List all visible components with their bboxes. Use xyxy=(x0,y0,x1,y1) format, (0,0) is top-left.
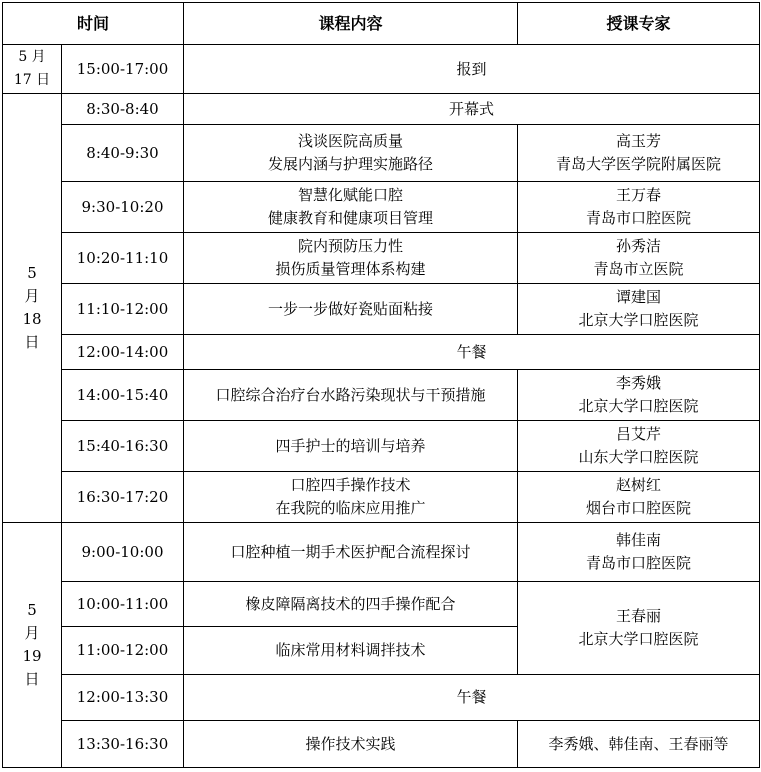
table-row xyxy=(3,472,760,523)
time-cell: 10:20-11:10 xyxy=(62,233,184,284)
time-cell: 13:30-16:30 xyxy=(62,721,184,768)
time-cell: 12:00-14:00 xyxy=(62,335,184,370)
expert-cell: 李秀娥、韩佳南、王春丽等 xyxy=(518,721,760,768)
day-cell-17: 5 月 17 日 xyxy=(3,45,62,94)
expert-cell: 高玉芳 青岛大学医学院附属医院 xyxy=(518,125,760,182)
day-cell-19: 5 月 19 日 xyxy=(3,523,62,768)
day-cell-18: 5 月 18 日 xyxy=(3,94,62,523)
time-cell: 14:00-15:40 xyxy=(62,370,184,421)
time-cell: 16:30-17:20 xyxy=(62,472,184,523)
table-row xyxy=(3,182,760,233)
table-row xyxy=(3,675,760,721)
expert-cell: 李秀娥 北京大学口腔医院 xyxy=(518,370,760,421)
table-row xyxy=(3,233,760,284)
time-cell: 10:00-11:00 xyxy=(62,582,184,627)
content-cell: 口腔四手操作技术 在我院的临床应用推广 xyxy=(184,472,518,523)
table-row xyxy=(3,721,760,768)
content-cell: 午餐 xyxy=(184,335,760,370)
time-cell: 9:30-10:20 xyxy=(62,182,184,233)
content-cell: 橡皮障隔离技术的四手操作配合 xyxy=(184,582,518,627)
content-cell: 开幕式 xyxy=(184,94,760,125)
content-cell: 浅谈医院高质量 发展内涵与护理实施路径 xyxy=(184,125,518,182)
table-row xyxy=(3,94,760,125)
time-cell: 15:00-17:00 xyxy=(62,45,184,94)
header-expert: 授课专家 xyxy=(518,3,760,45)
time-cell: 11:00-12:00 xyxy=(62,627,184,675)
header-content: 课程内容 xyxy=(184,3,518,45)
expert-cell: 王春丽 北京大学口腔医院 xyxy=(518,582,760,675)
time-cell: 15:40-16:30 xyxy=(62,421,184,472)
time-cell: 11:10-12:00 xyxy=(62,284,184,335)
expert-cell: 孙秀洁 青岛市立医院 xyxy=(518,233,760,284)
table-row xyxy=(3,582,760,627)
expert-cell: 谭建国 北京大学口腔医院 xyxy=(518,284,760,335)
content-cell: 临床常用材料调拌技术 xyxy=(184,627,518,675)
time-cell: 8:30-8:40 xyxy=(62,94,184,125)
content-cell: 午餐 xyxy=(184,675,760,721)
table-row xyxy=(3,335,760,370)
table-row xyxy=(3,284,760,335)
expert-cell: 吕艾芹 山东大学口腔医院 xyxy=(518,421,760,472)
time-cell: 8:40-9:30 xyxy=(62,125,184,182)
content-cell: 口腔种植一期手术医护配合流程探讨 xyxy=(184,523,518,582)
table-row xyxy=(3,523,760,582)
content-cell: 报到 xyxy=(184,45,760,94)
schedule-table xyxy=(2,2,760,768)
time-cell: 12:00-13:30 xyxy=(62,675,184,721)
content-cell: 口腔综合治疗台水路污染现状与干预措施 xyxy=(184,370,518,421)
content-cell: 一步一步做好瓷贴面粘接 xyxy=(184,284,518,335)
content-cell: 操作技术实践 xyxy=(184,721,518,768)
time-cell: 9:00-10:00 xyxy=(62,523,184,582)
expert-cell: 王万春 青岛市口腔医院 xyxy=(518,182,760,233)
table-row xyxy=(3,125,760,182)
expert-cell: 赵树红 烟台市口腔医院 xyxy=(518,472,760,523)
header-row xyxy=(3,3,760,45)
header-time: 时间 xyxy=(3,3,184,45)
table-row xyxy=(3,370,760,421)
table-row xyxy=(3,421,760,472)
content-cell: 智慧化赋能口腔 健康教育和健康项目管理 xyxy=(184,182,518,233)
expert-cell: 韩佳南 青岛市口腔医院 xyxy=(518,523,760,582)
table-row xyxy=(3,45,760,94)
content-cell: 四手护士的培训与培养 xyxy=(184,421,518,472)
content-cell: 院内预防压力性 损伤质量管理体系构建 xyxy=(184,233,518,284)
